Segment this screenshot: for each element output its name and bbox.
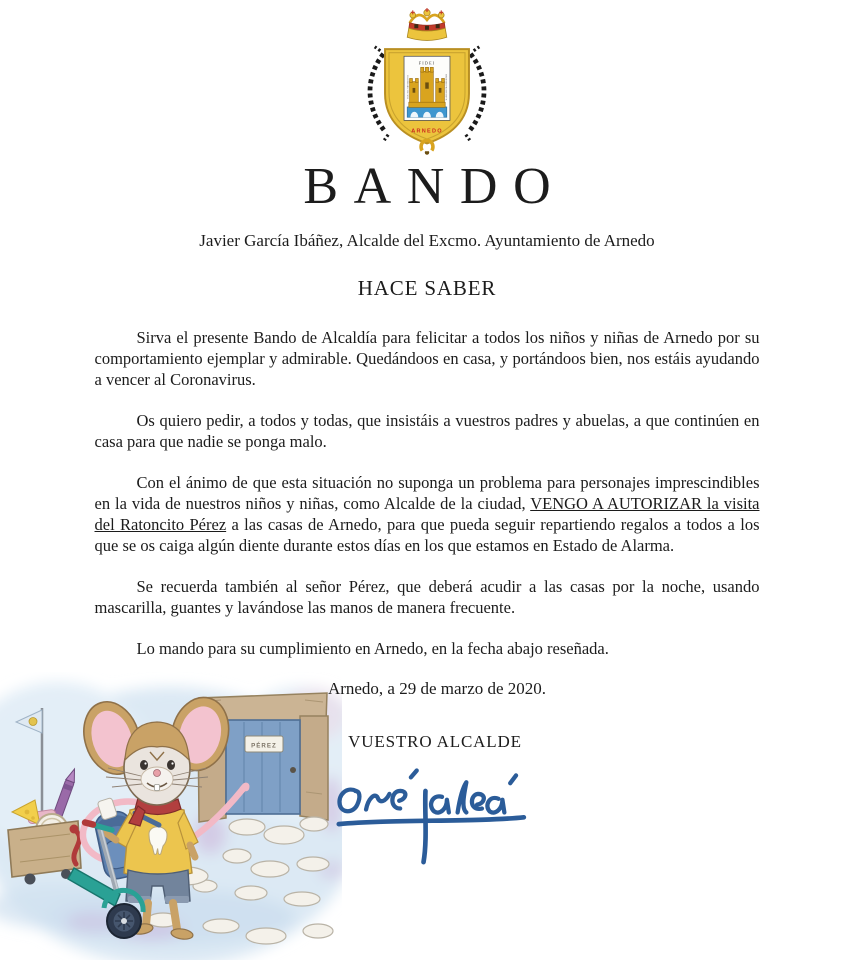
door-sign: PÉREZ [251,742,277,750]
paragraph-reminder: Se recuerda también al señor Pérez, que deberá acudir a las casas por la noche, usando mascarilla, guantes y lavándose las manos de manera frecuente. [94,576,760,617]
mayor-subtitle: Javier García Ibáñez, Alcalde del Excmo. Ayuntamiento de Arnedo [199,230,655,250]
paragraph-congratulations: Sirva el presente Bando de Alcaldía para felicitar a todos los niños y niñas de Arnedo por su comportamiento ejemplar y admirable. Quedándoos en casa, y portándoos bien, nos estáis ayudando a vencer al Coronavirus. [94,327,760,389]
arnedo-coat-of-arms-icon [359,8,495,160]
shield-motto-left: HOC HIC MISTERIVM [406,75,410,99]
authorization-underlined: VENGO A AUTORIZAR la visita del Ratoncito Pérez [94,493,760,534]
authorization-post: a las casas de Arnedo, para que pueda seguir repartiendo regalos a todos a los que se os caiga algún diente durante estos días en los que estamos en Estado de Alarma. [94,514,760,555]
authorization-pre: Con el ánimo de que esta situación no suponga un problema para personajes imprescindibles en la vida de nuestros niños y niñas, como Alcalde de la ciudad, [94,472,760,513]
shield-motto-top: FIDEI [418,60,436,66]
page-title: BANDO [303,158,567,215]
crown-icon [407,8,447,40]
paragraph-authorization [95,472,760,556]
shield-icon [385,49,469,143]
paragraph-request: Os quiero pedir, a todos y todas, que insistáis a vuestros padres y abuelas, a que continúen en casa para que nadie se ponga malo. [94,410,760,451]
signer-label: VUESTRO ALCALDE [348,731,522,751]
date-line: Arnedo, a 29 de marzo de 2020. [327,678,547,698]
shield-motto-right: FIRMITER PROFITEMVR [444,73,448,101]
paragraph-order: Lo mando para su cumplimiento en Arnedo, en la fecha abajo reseñada. [136,638,609,658]
pendant-icon [421,140,433,150]
document-header [0,0,854,301]
proclamation-text [95,327,760,659]
closing-section [0,679,854,866]
proclamation-heading: HACE SABER [357,275,497,300]
mayor-signature [330,754,556,866]
shield-city-name: ARNEDO [411,128,443,135]
